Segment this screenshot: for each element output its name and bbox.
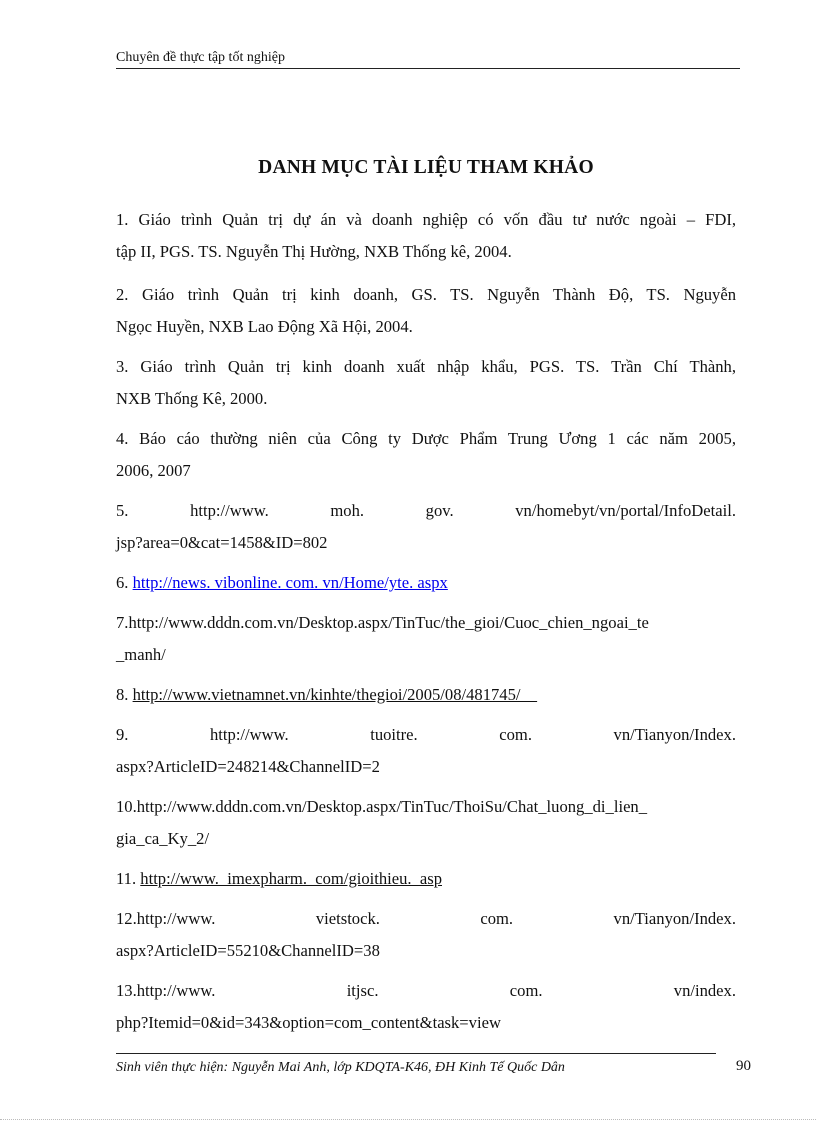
reference-13-line-1: 13.http://www. itjsc. com. vn/index. <box>116 981 736 1000</box>
reference-item-10 <box>116 791 736 855</box>
reference-11-link[interactable]: http://www. imexpharm. com/gioithieu. asp <box>140 869 442 888</box>
reference-item-7 <box>116 607 736 671</box>
reference-1-line-1: 1. Giáo trình Quản trị dự án và doanh nghiệp có vốn đầu tư nước ngoài – FDI, <box>116 210 736 229</box>
reference-item-3 <box>116 351 736 415</box>
reference-4-line-1: 4. Báo cáo thường niên của Công ty Dược Phẩm Trung Ương 1 các năm 2005, <box>116 429 736 448</box>
reference-item-12 <box>116 903 736 967</box>
reference-2-line-2: Ngọc Huyền, NXB Lao Động Xã Hội, 2004. <box>116 317 413 336</box>
reference-10-line-1: 10.http://www.dddn.com.vn/Desktop.aspx/TinTuc/ThoiSu/Chat_luong_di_lien_ <box>116 797 648 816</box>
reference-item-4 <box>116 423 736 487</box>
reference-8-link[interactable]: http://www.vietnamnet.vn/kinhte/thegioi/2005/08/481745/ <box>132 685 538 704</box>
reference-3-line-1: 3. Giáo trình Quản trị kinh doanh xuất nhập khẩu, PGS. TS. Trần Chí Thành, <box>116 357 736 376</box>
reference-list <box>116 204 736 1047</box>
reference-4-line-2: 2006, 2007 <box>116 461 191 480</box>
reference-2-line-1: 2. Giáo trình Quản trị kinh doanh, GS. TS. Nguyễn Thành Độ, TS. Nguyễn <box>116 285 736 304</box>
page-footer: Sinh viên thực hiện: Nguyễn Mai Anh, lớp KDQTA-K46, ĐH Kinh Tế Quốc Dân <box>116 1060 565 1075</box>
page-header <box>116 48 740 69</box>
reference-item-8 <box>116 679 736 711</box>
reference-item-13 <box>116 975 736 1039</box>
reference-6-link[interactable]: http://news. vibonline. com. vn/Home/yte. aspx <box>132 573 448 592</box>
reference-12-line-2: aspx?ArticleID=55210&ChannelID=38 <box>116 941 380 960</box>
footer-divider <box>116 1053 716 1054</box>
reference-9-line-1: 9. http://www. tuoitre. com. vn/Tianyon/Index. <box>116 725 736 744</box>
reference-7-line-2: _manh/ <box>116 645 166 664</box>
reference-5-line-1: 5. http://www. moh. gov. vn/homebyt/vn/portal/InfoDetail. <box>116 501 736 520</box>
reference-item-9 <box>116 719 736 783</box>
page-edge-divider <box>0 1119 816 1120</box>
reference-6-prefix: 6. <box>116 573 133 592</box>
reference-item-6 <box>116 567 736 599</box>
reference-5-line-2: jsp?area=0&cat=1458&ID=802 <box>116 533 328 552</box>
reference-10-line-2: gia_ca_Ky_2/ <box>116 829 210 848</box>
reference-7-line-1: 7.http://www.dddn.com.vn/Desktop.aspx/TinTuc/the_gioi/Cuoc_chien_ngoai_te <box>116 613 649 632</box>
reference-9-line-2: aspx?ArticleID=248214&ChannelID=2 <box>116 757 380 776</box>
page-number: 90 <box>736 1058 751 1074</box>
reference-1-line-2: tập II, PGS. TS. Nguyễn Thị Hường, NXB Thống kê, 2004. <box>116 242 512 261</box>
reference-12-line-1: 12.http://www. vietstock. com. vn/Tianyon/Index. <box>116 909 736 928</box>
reference-13-line-2: php?Itemid=0&id=343&option=com_content&task=view <box>116 1013 501 1032</box>
reference-item-5 <box>116 495 736 559</box>
reference-3-line-2: NXB Thống Kê, 2000. <box>116 389 268 408</box>
reference-11-prefix: 11. <box>116 869 141 888</box>
header-text: Chuyên đề thực tập tốt nghiệp <box>116 50 285 65</box>
page-title: DANH MỤC TÀI LIỆU THAM KHẢO <box>258 157 594 178</box>
reference-item-11 <box>116 863 736 895</box>
reference-8-prefix: 8. <box>116 685 133 704</box>
reference-item-1 <box>116 204 736 268</box>
reference-item-2 <box>116 279 736 343</box>
